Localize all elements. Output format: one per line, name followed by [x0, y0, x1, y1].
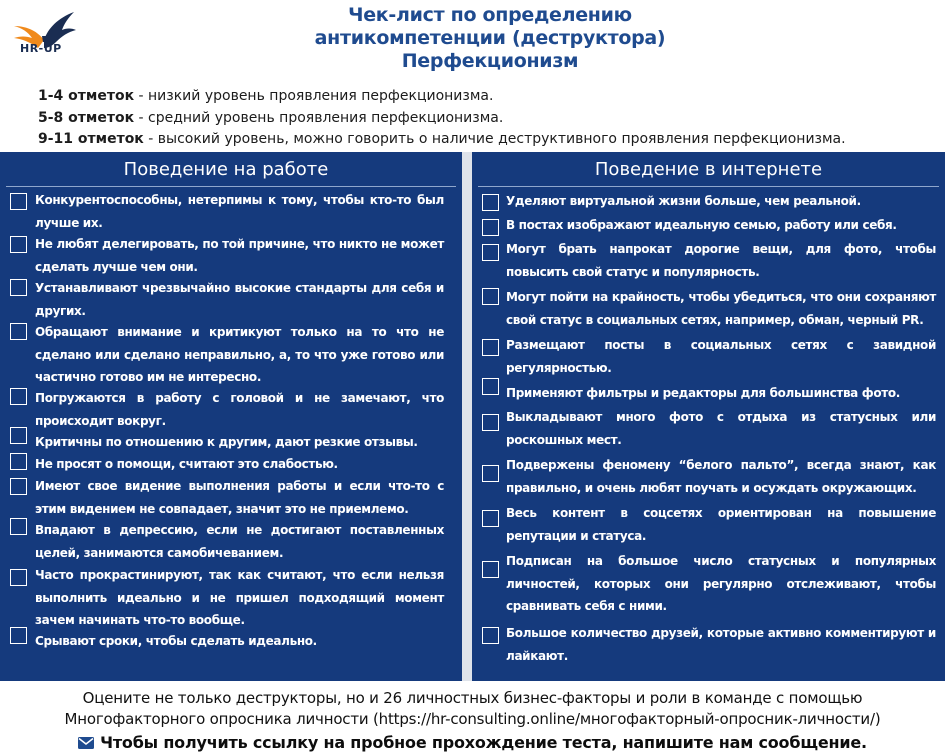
internet-item-3: Могут брать напрокат дорогие вещи, для фото, чтобы повысить свой статус и популярность. [506, 242, 936, 279]
checkbox-work-2[interactable] [10, 236, 27, 253]
checkbox-internet-7[interactable] [482, 414, 499, 431]
internet-item-7: Выкладывают много фото с отдыха из статусных или роскошных мест. [506, 410, 936, 447]
internet-item-10: Подписан на большое число статусных и популярных личностей, которых они регулярно отслеживают, чтобы сравнивать себя с ними. [506, 554, 936, 613]
cta-text: Чтобы получить ссылку на пробное прохождение теста, напишите нам сообщение. [100, 733, 867, 752]
level-medium: 5-8 отметок - средний уровень проявления перфекционизма. [38, 109, 504, 126]
divider-line [478, 186, 939, 187]
checkbox-internet-11[interactable] [482, 627, 499, 644]
work-item-7: Не просят о помощи, считают это слабостью. [35, 457, 338, 471]
work-item-8: Имеют свое видение выполнения работы и если что-то с этим видением не совпадает, значит это не приемлемо. [35, 479, 444, 516]
internet-item-6: Применяют фильтры и редакторы для большинства фото. [506, 386, 900, 400]
checkbox-work-3[interactable] [10, 279, 27, 296]
level-low: 1-4 отметок - низкий уровень проявления перфекционизма. [38, 88, 494, 104]
work-item-4: Обращают внимание и критикуют только на то что не сделано или сделано неправильно, а, то что уже готово или частично готово им не интересно. [35, 325, 444, 384]
checkbox-work-7[interactable] [10, 453, 27, 470]
checkbox-work-5[interactable] [10, 388, 27, 405]
work-behavior-panel [0, 152, 462, 681]
level-high: 9-11 отметок - высокий уровень, можно говорить о наличие деструктивного проявления перфекционизма. [38, 131, 846, 147]
checkbox-internet-10[interactable] [482, 561, 499, 578]
checkbox-internet-6[interactable] [482, 378, 499, 395]
logo-text: HR-UP [20, 42, 62, 55]
work-item-9: Впадают в депрессию, если не достигают поставленных целей, занимаются самобичеванием. [35, 523, 444, 560]
work-item-11: Срывают сроки, чтобы сделать идеально. [35, 634, 317, 648]
checkbox-internet-9[interactable] [482, 510, 499, 527]
contact-cta[interactable] [0, 733, 945, 752]
work-item-2: Не любят делегировать, по той причине, что никто не может сделать лучше чем они. [35, 237, 444, 274]
internet-panel-title: Поведение в интернете [594, 159, 823, 180]
checkbox-internet-2[interactable] [482, 219, 499, 236]
work-item-5: Погружаются в работу с головой и не замечают, что происходит вокруг. [35, 391, 444, 428]
work-panel-title: Поведение на работе [123, 159, 329, 180]
checkbox-work-10[interactable] [10, 569, 27, 586]
footer-line-1: Оцените не только деструкторы, но и 26 личностных бизнес-факторы и роли в команде с помощью [82, 689, 863, 707]
title-line-1: Чек-лист по определению [348, 4, 632, 26]
internet-item-2: В постах изображают идеальную семью, работу или себя. [506, 218, 897, 232]
checkbox-work-11[interactable] [10, 627, 27, 644]
internet-item-5: Размещают посты в социальных сетях с завидной регулярностью. [506, 338, 936, 375]
work-item-10: Часто прокрастинируют, так как считают, что если нельзя выполнить идеально и не пришел подходящий момент зачем начинать что-то вообще. [35, 568, 444, 627]
internet-item-8: Подвержены феномену “белого пальто”, всегда знают, как правильно, и очень любят поучать и осуждать окружающих. [506, 458, 936, 495]
checkbox-internet-8[interactable] [482, 465, 499, 482]
footer-note [0, 688, 945, 730]
checkbox-work-1[interactable] [10, 193, 27, 210]
checkbox-internet-3[interactable] [482, 244, 499, 261]
checkbox-internet-4[interactable] [482, 288, 499, 305]
panel-gap [462, 152, 472, 681]
internet-item-11: Большое количество друзей, которые активно комментируют и лайкают. [506, 626, 936, 663]
internet-item-9: Весь контент в соцсетях ориентирован на повышение репутации и статуса. [506, 506, 936, 543]
work-item-3: Устанавливают чрезвычайно высокие стандарты для себя и других. [35, 281, 444, 318]
checkbox-work-9[interactable] [10, 518, 27, 535]
work-item-1: Конкурентоспособны, нетерпимы к тому, чтобы кто-то был лучше их. [35, 193, 444, 230]
score-levels [38, 86, 846, 151]
envelope-icon [78, 737, 94, 749]
work-item-6: Критичны по отношению к другим, дают резкие отзывы. [35, 435, 418, 449]
title-line-2: антикомпетенции (деструктора) [314, 27, 666, 49]
internet-behavior-panel [472, 152, 945, 681]
checkbox-work-8[interactable] [10, 478, 27, 495]
checkbox-work-6[interactable] [10, 427, 27, 444]
checkbox-work-4[interactable] [10, 323, 27, 340]
internet-item-1: Уделяют виртуальной жизни больше, чем реальной. [506, 194, 861, 208]
divider-line [6, 186, 456, 187]
page-title [230, 4, 750, 73]
title-line-3: Перфекционизм [401, 50, 579, 72]
footer-line-2: Многофакторного опросника личности (https://hr-consulting.online/многофакторный-опросник-личности/) [64, 710, 881, 728]
checkbox-internet-5[interactable] [482, 339, 499, 356]
internet-item-4: Могут пойти на крайность, чтобы убедиться, что они сохраняют свой статус в социальных сетях, например, обман, черный PR. [506, 290, 936, 327]
checkbox-internet-1[interactable] [482, 194, 499, 211]
